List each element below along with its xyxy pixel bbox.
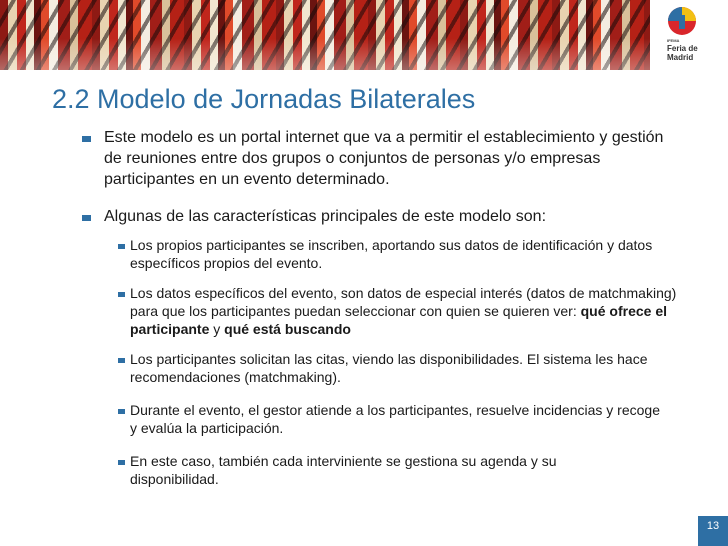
sub-bullet-text: Los participantes solicitan las citas, viendo las disponibilidades. El sistema les hace recomendaciones (matchmaking). xyxy=(130,351,648,385)
sub-bullet-text: En este caso, también cada interviniente se gestiona su agenda y su disponibilidad. xyxy=(130,453,557,487)
sub-bullet-item xyxy=(118,284,678,338)
header-banner-image xyxy=(0,0,650,70)
sub-bullet-square-icon xyxy=(118,409,125,414)
sub-bullet-item xyxy=(118,401,668,437)
sub-bullet-item xyxy=(118,236,668,272)
sub-bullet-square-icon xyxy=(118,292,125,297)
bullet-square-icon xyxy=(82,215,91,221)
sub-bullet-square-icon xyxy=(118,460,125,465)
sub-bullet-item xyxy=(118,452,648,488)
sub-bullet-text: Durante el evento, el gestor atiende a los participantes, resuelve incidencias y recoge y evalúa la participación. xyxy=(130,402,660,436)
emphasis-offer: qué ofrece el participante xyxy=(130,303,667,337)
sub-bullet-item xyxy=(118,350,668,386)
sub-bullet-text: Los datos específicos del evento, son datos de especial interés (datos de matchmaking) para que los participantes puedan seleccionar con quien se quieren ver: qué ofrece el participante y qué está buscando xyxy=(130,285,677,337)
bullet-item xyxy=(82,206,682,227)
ifema-logo-icon xyxy=(667,6,697,36)
ifema-logo xyxy=(655,0,728,70)
sub-bullet-text: Los propios participantes se inscriben, aportando sus datos de identificación y datos específicos propios del evento. xyxy=(130,237,653,271)
logo-small-text: IFEMA xyxy=(667,38,680,43)
emphasis-search: qué está buscando xyxy=(224,321,351,337)
logo-text-line2: Madrid xyxy=(667,53,694,62)
bullet-item xyxy=(82,127,682,190)
sub-bullet-square-icon xyxy=(118,358,125,363)
sub-bullet-square-icon xyxy=(118,244,125,249)
bullet-text: Este modelo es un portal internet que va a permitir el establecimiento y gestión de reuniones entre dos grupos o conjuntos de personas y/o empresas participantes en un evento determinado. xyxy=(104,129,664,188)
page-number: 13 xyxy=(698,516,728,546)
logo-text-line1: Feria de xyxy=(667,44,698,53)
bullet-square-icon xyxy=(82,136,91,142)
bullet-text: Algunas de las características principales de este modelo son: xyxy=(104,208,547,225)
slide-title: 2.2 Modelo de Jornadas Bilaterales xyxy=(52,84,476,114)
